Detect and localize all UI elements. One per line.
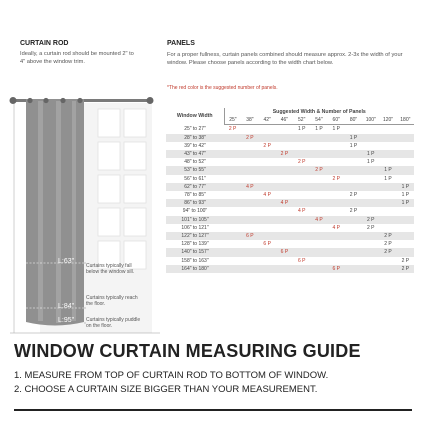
panel-count-cell [276, 257, 293, 265]
panel-count-cell [259, 150, 276, 158]
panel-count-cell [345, 224, 362, 232]
panel-count-cell [293, 166, 310, 174]
panel-count-cell [379, 207, 396, 215]
panel-count-cell [310, 158, 327, 166]
panel-count-cell: 1 P [362, 150, 379, 158]
panel-count-cell [328, 232, 345, 240]
panel-count-cell: 2 P [349, 208, 358, 215]
panel-count-cell [328, 150, 345, 158]
panel-count-cell [310, 175, 327, 183]
panel-count-cell [241, 191, 258, 199]
panel-count-cell: 2 P [228, 126, 237, 133]
panel-count-cell [362, 125, 379, 134]
row-label: 164" to 180" [166, 265, 224, 273]
panel-count-cell [328, 183, 345, 191]
panel-count-cell [345, 166, 362, 174]
panel-count-cell [241, 158, 258, 166]
panel-count-cell [362, 191, 379, 199]
panel-count-cell [310, 142, 327, 150]
row-label: 39" to 42" [184, 142, 206, 149]
panel-count-cell [397, 216, 414, 224]
panel-count-cell [276, 134, 293, 142]
panel-count-cell: 2 P [349, 192, 358, 199]
table-row [166, 183, 414, 191]
panel-count-cell [276, 207, 293, 215]
table-row [166, 199, 414, 207]
width-header-cell: 180" [397, 116, 414, 125]
row-label: 48" to 52" [184, 159, 206, 166]
panel-count-cell [241, 265, 258, 273]
panel-count-cell [276, 191, 293, 199]
bottom-rule [14, 409, 412, 411]
panel-count-cell [224, 142, 241, 150]
panel-count-cell [259, 232, 276, 240]
panel-count-cell [397, 248, 414, 256]
panel-count-cell [397, 166, 414, 174]
panel-count-cell [345, 199, 362, 207]
panel-count-cell [328, 240, 345, 248]
width-header-cell: 25" [224, 116, 241, 125]
panel-count-cell [276, 224, 293, 232]
row-label: 86" to 93" [166, 199, 224, 207]
panel-count-cell [328, 248, 345, 256]
panel-count-cell [241, 207, 258, 215]
row-label: 62" to 77" [166, 183, 224, 191]
panel-count-cell: 1 P [397, 199, 414, 207]
panel-count-cell [310, 134, 327, 142]
panel-count-cell: 1 P [384, 175, 392, 182]
panel-count-cell [259, 183, 276, 191]
width-header-cell: 38" [241, 116, 258, 125]
panel-count-cell [362, 232, 379, 240]
panel-count-cell [362, 134, 379, 142]
panel-count-cell [224, 199, 241, 207]
table-row [166, 207, 414, 215]
panel-count-cell [397, 158, 414, 166]
panel-count-cell [379, 191, 396, 199]
table-row [166, 257, 414, 265]
panel-count-cell [293, 240, 310, 248]
panel-count-cell: 6 P [328, 265, 345, 273]
panel-count-cell: 2 P [297, 159, 306, 166]
table-row [166, 232, 414, 240]
panel-count-cell [241, 125, 258, 134]
panel-count-cell [241, 175, 258, 183]
row-label: 53" to 55" [166, 166, 224, 174]
panel-count-cell [276, 232, 293, 240]
panel-count-cell [379, 150, 396, 158]
panel-count-cell [276, 166, 293, 174]
width-header-cell: 60" [328, 116, 345, 125]
width-header-cell: 42" [259, 116, 276, 125]
row-label: 25" to 27" [184, 126, 206, 133]
panel-count-cell: 2 P [310, 166, 327, 174]
panel-count-cell [276, 216, 293, 224]
panel-count-cell [224, 232, 241, 240]
width-header-cell: 52" [293, 116, 310, 125]
panel-count-cell [276, 142, 293, 150]
panel-count-cell: 2 P [332, 175, 340, 182]
length-label-63: L:63" [58, 258, 75, 265]
panel-count-cell [379, 265, 396, 273]
panel-count-cell [362, 240, 379, 248]
curtain-panel [26, 98, 84, 326]
panel-count-cell [379, 158, 396, 166]
panel-count-cell: 2 P [362, 216, 379, 224]
panel-count-cell [259, 248, 276, 256]
panel-count-cell [293, 134, 310, 142]
panel-count-cell [224, 166, 241, 174]
panel-count-cell [293, 199, 310, 207]
panel-count-cell [345, 232, 362, 240]
panel-count-cell [241, 150, 258, 158]
panel-count-cell [276, 125, 293, 134]
panel-count-cell [362, 265, 379, 273]
width-header-cell: 80" [345, 116, 362, 125]
panel-count-cell [345, 175, 362, 183]
width-header-cell: 46" [276, 116, 293, 125]
curtain-rod-heading: CURTAIN ROD [20, 40, 69, 47]
panel-count-cell: 4 P [263, 192, 271, 199]
table-row [166, 240, 414, 248]
panels-text: For a proper fullness, curtain panels combined should measure approx. 2-3x the width of your window. Please choose panels according to the width chart below. [167, 52, 403, 66]
row-label: 43" to 47" [166, 150, 224, 158]
table-row [166, 125, 414, 134]
panel-count-cell [345, 150, 362, 158]
panel-count-cell: 1 P [332, 126, 340, 133]
panel-count-cell [259, 257, 276, 265]
panel-count-cell [310, 257, 327, 265]
row-label: 128" to 139" [181, 241, 209, 248]
panel-count-cell [362, 207, 379, 215]
guide-step-1: 1. MEASURE FROM TOP OF CURTAIN ROD TO BOTTOM OF WINDOW. [14, 370, 329, 381]
guide-step-2: 2. CHOOSE A CURTAIN SIZE BIGGER THAN YOUR MEASUREMENT. [14, 384, 318, 395]
panel-count-cell [224, 216, 241, 224]
panel-count-cell [362, 175, 379, 183]
panel-count-cell: 6 P [276, 248, 293, 256]
panel-count-cell [362, 199, 379, 207]
panel-count-cell [293, 248, 310, 256]
width-header-cell: 100" [362, 116, 379, 125]
guide-title: WINDOW CURTAIN MEASURING GUIDE [14, 341, 361, 361]
panel-count-cell [241, 224, 258, 232]
panel-count-cell [362, 166, 379, 174]
panel-count-cell [224, 248, 241, 256]
panel-count-cell [328, 142, 345, 150]
panel-count-cell [345, 240, 362, 248]
panel-count-cell [293, 232, 310, 240]
panel-count-cell: 1 P [349, 142, 358, 149]
table-row [166, 248, 414, 256]
table-row [166, 158, 414, 166]
panel-count-cell [362, 248, 379, 256]
panel-count-cell [293, 224, 310, 232]
panel-count-cell [345, 265, 362, 273]
length-label-95: L:95" [58, 317, 75, 324]
panel-count-cell [259, 134, 276, 142]
row-label: 94" to 100" [182, 208, 208, 215]
panel-count-cell [224, 134, 241, 142]
note-puddle: Curtains typically puddle on the floor. [86, 317, 141, 329]
panel-count-cell [345, 248, 362, 256]
row-label: 158" to 163" [181, 257, 209, 264]
panel-count-cell: 2 P [367, 224, 375, 231]
panel-count-cell [397, 207, 414, 215]
panel-count-cell: 2 P [384, 241, 392, 248]
width-header-cell: 120" [379, 116, 396, 125]
panel-count-cell [379, 216, 396, 224]
panel-count-cell [328, 166, 345, 174]
panel-count-cell: 4 P [241, 183, 258, 191]
panel-count-cell [241, 216, 258, 224]
row-label: 101" to 105" [166, 216, 224, 224]
panel-count-cell [379, 134, 396, 142]
width-header-cell: 54" [310, 116, 327, 125]
panel-count-cell [397, 142, 414, 150]
panel-count-cell [259, 224, 276, 232]
panel-count-cell: 2 P [276, 150, 293, 158]
panel-count-cell [362, 183, 379, 191]
panel-count-cell [397, 232, 414, 240]
panel-count-cell [328, 191, 345, 199]
panel-count-cell [259, 216, 276, 224]
row-label: 28" to 38" [166, 134, 224, 142]
panel-count-cell [310, 224, 327, 232]
panel-count-cell [293, 183, 310, 191]
panel-count-cell [345, 216, 362, 224]
length-label-84: L:84" [58, 303, 75, 310]
panel-count-cell [310, 150, 327, 158]
panel-count-cell: 1 P [401, 192, 410, 199]
panel-count-cell [328, 207, 345, 215]
panel-count-cell [293, 142, 310, 150]
panel-count-cell: 6 P [297, 257, 306, 264]
panel-count-cell [362, 142, 379, 150]
panel-count-cell: 4 P [310, 216, 327, 224]
panel-count-cell [397, 224, 414, 232]
panel-count-cell [328, 216, 345, 224]
panel-count-cell [259, 265, 276, 273]
window-width-header: Window Width [166, 108, 224, 125]
panel-count-cell [397, 134, 414, 142]
panel-count-cell: 2 P [397, 265, 414, 273]
panel-count-cell [310, 207, 327, 215]
row-label: 140" to 157" [166, 248, 224, 256]
panel-count-cell [328, 158, 345, 166]
panel-count-cell: 2 P [401, 257, 410, 264]
panel-count-cell [224, 150, 241, 158]
panel-count-cell [397, 150, 414, 158]
panel-count-cell [293, 265, 310, 273]
table-row [166, 134, 414, 142]
panel-count-cell [241, 142, 258, 150]
table-row [166, 224, 414, 232]
panel-count-cell [345, 125, 362, 134]
row-label: 78" to 85" [184, 192, 206, 199]
panel-count-cell [224, 158, 241, 166]
panel-count-cell [276, 175, 293, 183]
panel-count-cell [224, 257, 241, 265]
panel-count-cell [259, 166, 276, 174]
panel-count-cell [310, 191, 327, 199]
panel-count-cell [276, 265, 293, 273]
panel-count-cell [241, 257, 258, 265]
panel-count-cell [224, 207, 241, 215]
panel-count-cell [293, 216, 310, 224]
panel-count-cell [224, 224, 241, 232]
panel-count-cell [293, 191, 310, 199]
panel-count-cell: 4 P [297, 208, 306, 215]
panel-count-cell [397, 175, 414, 183]
panel-count-cell [259, 125, 276, 134]
panel-count-cell [259, 199, 276, 207]
panel-count-cell [259, 158, 276, 166]
size-chart-table [166, 108, 414, 273]
panel-count-cell [345, 158, 362, 166]
panel-count-cell [379, 199, 396, 207]
panel-count-cell: 4 P [332, 224, 340, 231]
table-row [166, 166, 414, 174]
panel-count-cell [276, 158, 293, 166]
curtain-rod-text: Ideally, a curtain rod should be mounted 2" to 4" above the window trim. [20, 51, 134, 65]
panel-count-cell [328, 199, 345, 207]
panel-count-cell: 6 P [241, 232, 258, 240]
panel-count-cell [241, 248, 258, 256]
panel-count-cell: 2 P [379, 232, 396, 240]
panel-count-cell [328, 134, 345, 142]
red-color-note: *The red color is the suggested number of panels. [167, 85, 278, 91]
panel-count-cell [379, 125, 396, 134]
panel-count-cell: 1 P [379, 166, 396, 174]
note-floor: Curtains typically reach the floor. [86, 295, 138, 307]
row-label: 122" to 127" [166, 232, 224, 240]
panel-count-cell [310, 240, 327, 248]
row-label: 106" to 121" [181, 224, 209, 231]
row-label: 56" to 61" [184, 175, 206, 182]
panel-count-cell [241, 199, 258, 207]
panel-count-cell [345, 183, 362, 191]
table-row [166, 175, 414, 183]
panel-count-cell: 4 P [276, 199, 293, 207]
panel-count-cell [379, 142, 396, 150]
panel-count-cell: 2 P [241, 134, 258, 142]
panel-count-cell [224, 183, 241, 191]
panel-count-cell [276, 240, 293, 248]
panel-count-cell [310, 199, 327, 207]
panel-count-cell: 1 P [315, 126, 323, 133]
panel-count-cell [259, 175, 276, 183]
panel-count-cell: 1 P [367, 159, 375, 166]
panel-count-cell: 1 P [345, 134, 362, 142]
panel-count-cell: 2 P [263, 142, 271, 149]
panel-count-cell [328, 257, 345, 265]
panels-heading: PANELS [167, 40, 195, 47]
panel-count-cell [224, 265, 241, 273]
panel-count-cell [293, 175, 310, 183]
panel-count-cell: 6 P [263, 241, 271, 248]
suggested-width-header: Suggested Width & Number of Panels [272, 109, 366, 115]
panel-count-cell [224, 240, 241, 248]
panel-count-cell [397, 125, 414, 134]
table-row [166, 150, 414, 158]
panel-count-cell: 1 P [297, 126, 306, 133]
note-sill: Curtains typically fall below the window sill. [86, 263, 135, 275]
table-row [166, 191, 414, 199]
panel-count-cell [310, 248, 327, 256]
table-row [166, 216, 414, 224]
panel-count-cell [293, 150, 310, 158]
panel-count-cell [224, 191, 241, 199]
panel-count-cell [310, 232, 327, 240]
panel-count-cell [224, 175, 241, 183]
panel-count-cell [379, 257, 396, 265]
panel-count-cell [362, 257, 379, 265]
panel-count-cell [379, 224, 396, 232]
panel-count-cell [397, 240, 414, 248]
panel-count-cell [276, 183, 293, 191]
table-row [166, 142, 414, 150]
panel-count-cell: 2 P [379, 248, 396, 256]
table-row [166, 265, 414, 273]
panel-count-cell [241, 166, 258, 174]
panel-count-cell [345, 257, 362, 265]
panel-count-cell [310, 183, 327, 191]
panel-count-cell [310, 265, 327, 273]
panel-count-cell: 1 P [397, 183, 414, 191]
panel-count-cell [241, 240, 258, 248]
panel-count-cell [379, 183, 396, 191]
panel-count-cell [259, 207, 276, 215]
